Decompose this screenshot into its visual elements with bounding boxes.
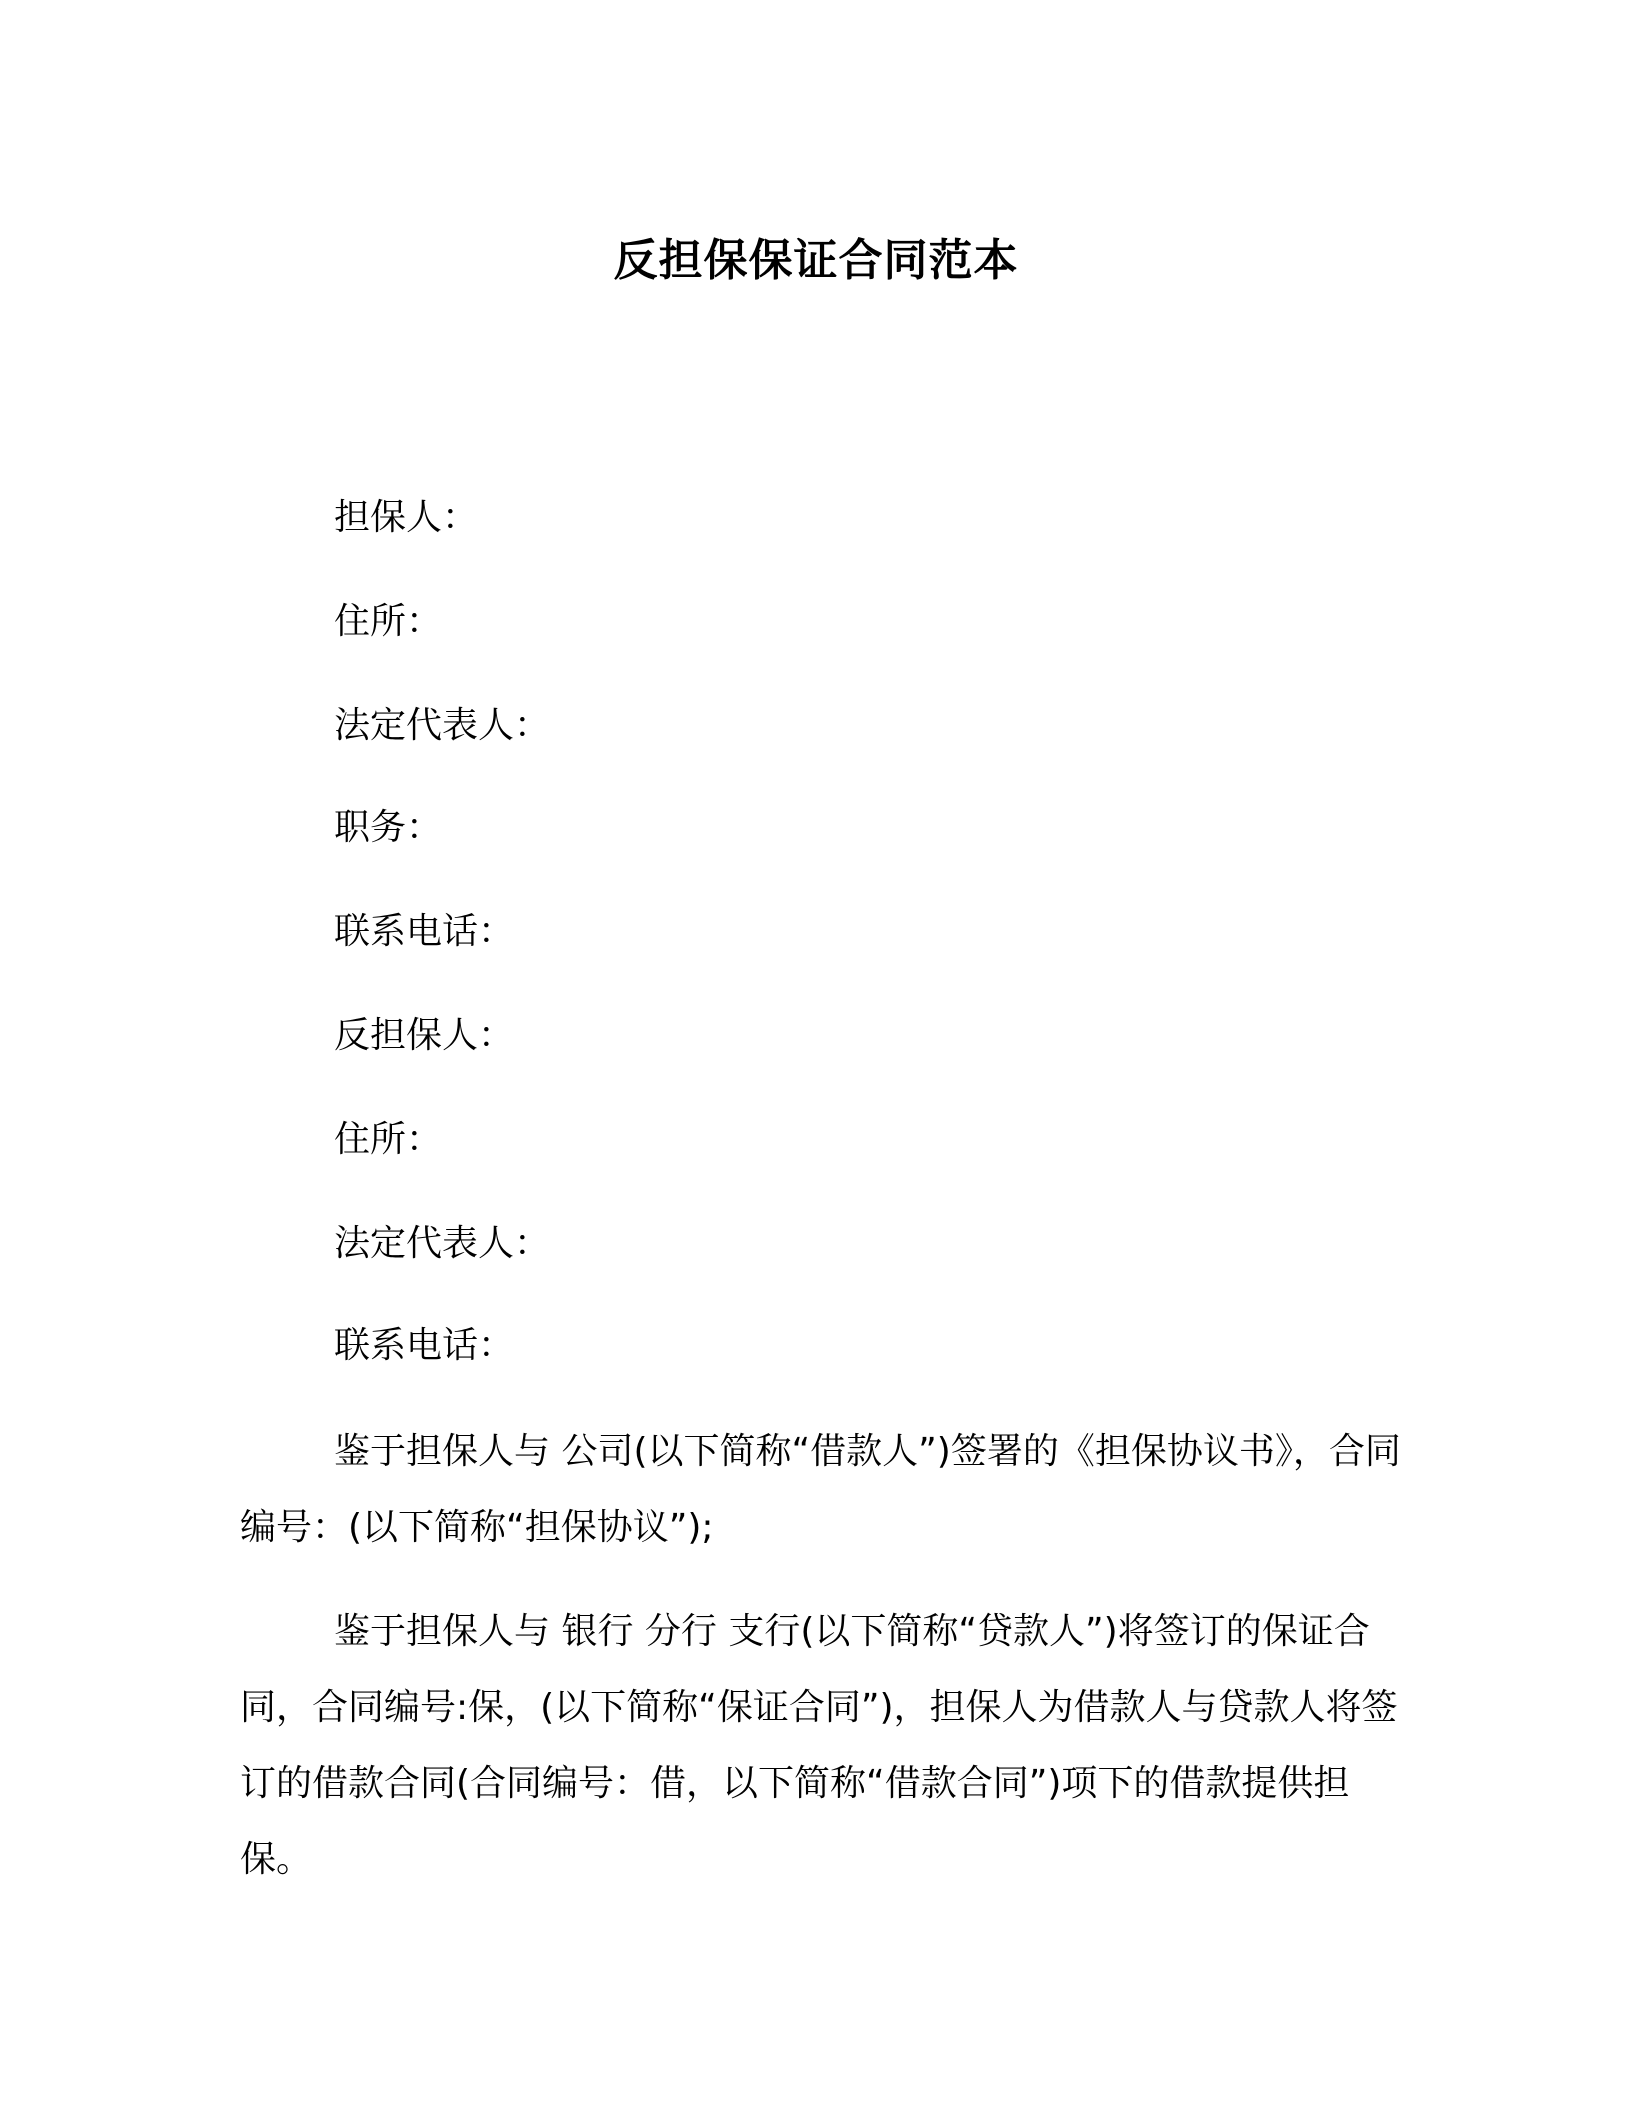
paragraph-guarantee-agreement: 鉴于担保人与 公司(以下简称“借款人”)签署的《担保协议书》，合同编号：(以下简称“担保协议”); — [240, 1431, 1401, 1548]
field-counter-guarantor-address: 住所： — [334, 1119, 443, 1160]
field-counter-guarantor-phone: 联系电话： — [334, 1325, 515, 1366]
document-title: 反担保保证合同范本 — [613, 235, 1019, 286]
paragraph-guarantee-contract: 鉴于担保人与 银行 分行 支行(以下简称“贷款人”)将签订的保证合同，合同编号:保，(以下简称“保证合同”)，担保人为借款人与贷款人将签订的借款合同(合同编号：借，以下简称“借款合同”)项下的借款提供担保。 — [240, 1611, 1398, 1880]
field-guarantor-position: 职务： — [334, 807, 443, 848]
field-guarantor: 担保人： — [334, 497, 479, 538]
field-counter-guarantor: 反担保人： — [334, 1015, 515, 1056]
field-counter-guarantor-legal-rep: 法定代表人： — [334, 1223, 551, 1264]
field-guarantor-legal-rep: 法定代表人： — [334, 705, 551, 746]
field-guarantor-phone: 联系电话： — [334, 911, 515, 952]
field-guarantor-address: 住所： — [334, 601, 443, 642]
